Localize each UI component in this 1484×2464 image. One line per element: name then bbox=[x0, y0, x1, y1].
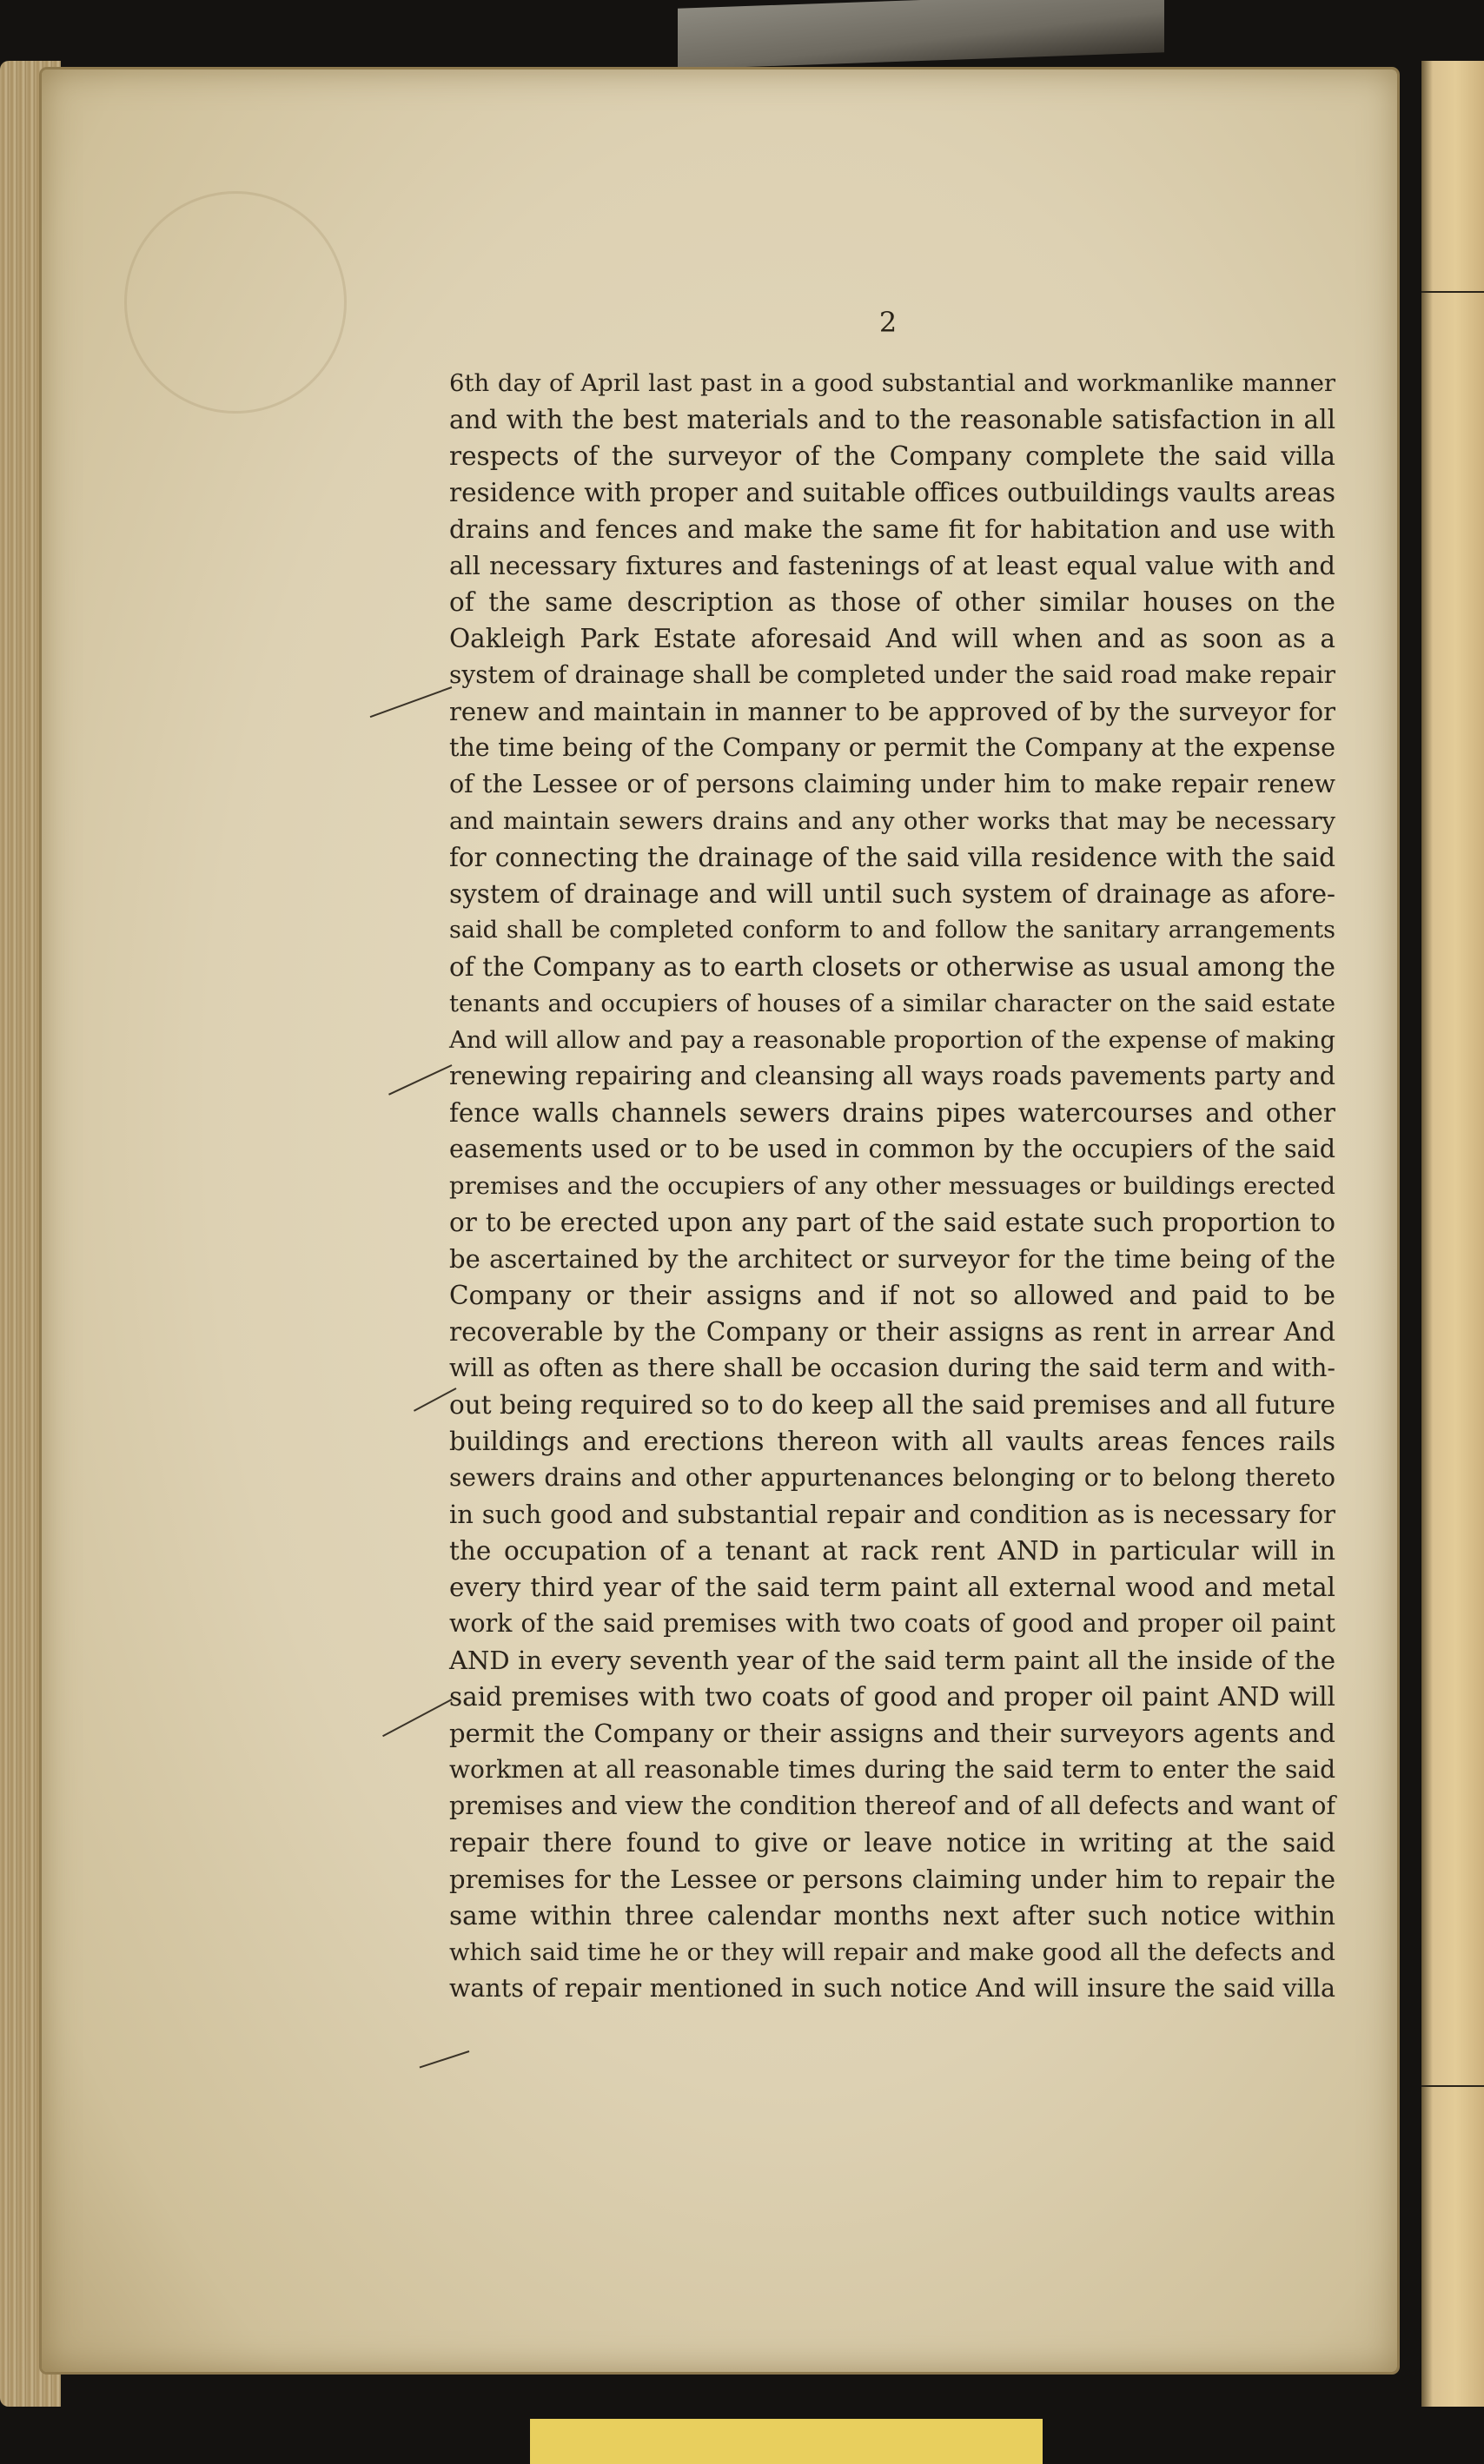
text-line: tenants and occupiers of houses of a similar character on the said estate bbox=[449, 990, 1335, 1017]
text-line: of the same description as those of other similar houses on the bbox=[449, 587, 1335, 617]
text-line: or to be erected upon any part of the said estate such proportion to bbox=[449, 1208, 1335, 1237]
text-line: in such good and substantial repair and condition as is necessary for bbox=[449, 1500, 1335, 1529]
text-line: buildings and erections thereon with all vaults areas fences rails bbox=[449, 1427, 1335, 1456]
text-line: 6th day of April last past in a good substantial and workmanlike manner bbox=[449, 369, 1335, 397]
text-line: of the Company as to earth closets or otherwise as usual among the bbox=[449, 952, 1335, 982]
text-line: which said time he or they will repair and make good all the defects and bbox=[449, 1938, 1335, 1966]
text-line: fence walls channels sewers drains pipes watercourses and other bbox=[449, 1098, 1335, 1128]
text-line: said shall be completed conform to and follow the sanitary arrangements bbox=[449, 917, 1335, 944]
page-number: 2 bbox=[878, 306, 898, 339]
text-line: drains and fences and make the same fit for habitation and use with bbox=[449, 514, 1335, 544]
text-line: permit the Company or their assigns and their surveyors agents and bbox=[449, 1719, 1335, 1748]
text-line: will as often as there shall be occasion during the said term and with- bbox=[449, 1354, 1335, 1382]
text-line: renew and maintain in manner to be approved of by the surveyor for bbox=[449, 697, 1335, 726]
text-line: repair there found to give or leave notice in writing at the said bbox=[449, 1828, 1335, 1858]
text-line: the occupation of a tenant at rack rent AND in particular will in bbox=[449, 1536, 1335, 1566]
text-line: premises for the Lessee or persons claiming under him to repair the bbox=[449, 1865, 1335, 1894]
text-line: premises and the occupiers of any other messuages or buildings erected bbox=[449, 1172, 1335, 1200]
bottom-tab-strip bbox=[530, 2419, 1043, 2464]
text-line: workmen at all reasonable times during the said term to enter the said bbox=[449, 1755, 1335, 1784]
text-line: sewers drains and other appurtenances belonging or to belong thereto bbox=[449, 1463, 1335, 1492]
document-body bbox=[449, 365, 1335, 2007]
text-line: be ascertained by the architect or surveyor for the time being of the bbox=[449, 1244, 1335, 1274]
text-line: renewing repairing and cleansing all ways roads pavements party and bbox=[449, 1062, 1335, 1090]
background-paper-scrap bbox=[678, 0, 1164, 70]
text-line: said premises with two coats of good and proper oil paint AND will bbox=[449, 1682, 1335, 1712]
text-line: AND in every seventh year of the said term paint all the inside of the bbox=[449, 1646, 1335, 1675]
adjacent-page-rule bbox=[1421, 2085, 1484, 2087]
text-line: same within three calendar months next after such notice within bbox=[449, 1901, 1335, 1931]
text-line: Company or their assigns and if not so allowed and paid to be bbox=[449, 1281, 1335, 1310]
text-line: of the Lessee or of persons claiming under him to make repair renew bbox=[449, 770, 1335, 798]
text-line: work of the said premises with two coats of good and proper oil paint bbox=[449, 1609, 1335, 1638]
text-line: premises and view the condition thereof and of all defects and want of bbox=[449, 1792, 1335, 1820]
text-line: respects of the surveyor of the Company complete the said villa bbox=[449, 441, 1335, 471]
text-line: residence with proper and suitable offices outbuildings vaults areas bbox=[449, 478, 1335, 507]
adjacent-page bbox=[1421, 61, 1484, 2407]
text-line: the time being of the Company or permit the Company at the expense bbox=[449, 733, 1335, 762]
text-line: and maintain sewers drains and any other works that may be necessary bbox=[449, 807, 1335, 835]
text-line: system of drainage shall be completed under the said road make repair bbox=[449, 660, 1335, 689]
text-line: And will allow and pay a reasonable proportion of the expense of making bbox=[449, 1026, 1335, 1054]
stamp-stain bbox=[124, 191, 347, 414]
text-line: system of drainage and will until such system of drainage as afore- bbox=[449, 879, 1335, 909]
text-line: and with the best materials and to the reasonable satisfaction in all bbox=[449, 405, 1335, 434]
text-line: every third year of the said term paint all external wood and metal bbox=[449, 1573, 1335, 1602]
text-line: all necessary fixtures and fastenings of at least equal value with and bbox=[449, 551, 1335, 580]
text-line: easements used or to be used in common by the occupiers of the said bbox=[449, 1135, 1335, 1163]
text-line: wants of repair mentioned in such notice And will insure the said villa bbox=[449, 1974, 1335, 2003]
adjacent-page-rule bbox=[1421, 291, 1484, 293]
text-line: Oakleigh Park Estate aforesaid And will when and as soon as a bbox=[449, 624, 1335, 653]
text-line: recoverable by the Company or their assigns as rent in arrear And bbox=[449, 1317, 1335, 1347]
text-line: for connecting the drainage of the said villa residence with the said bbox=[449, 843, 1335, 872]
text-line: out being required so to do keep all the said premises and all future bbox=[449, 1390, 1335, 1420]
